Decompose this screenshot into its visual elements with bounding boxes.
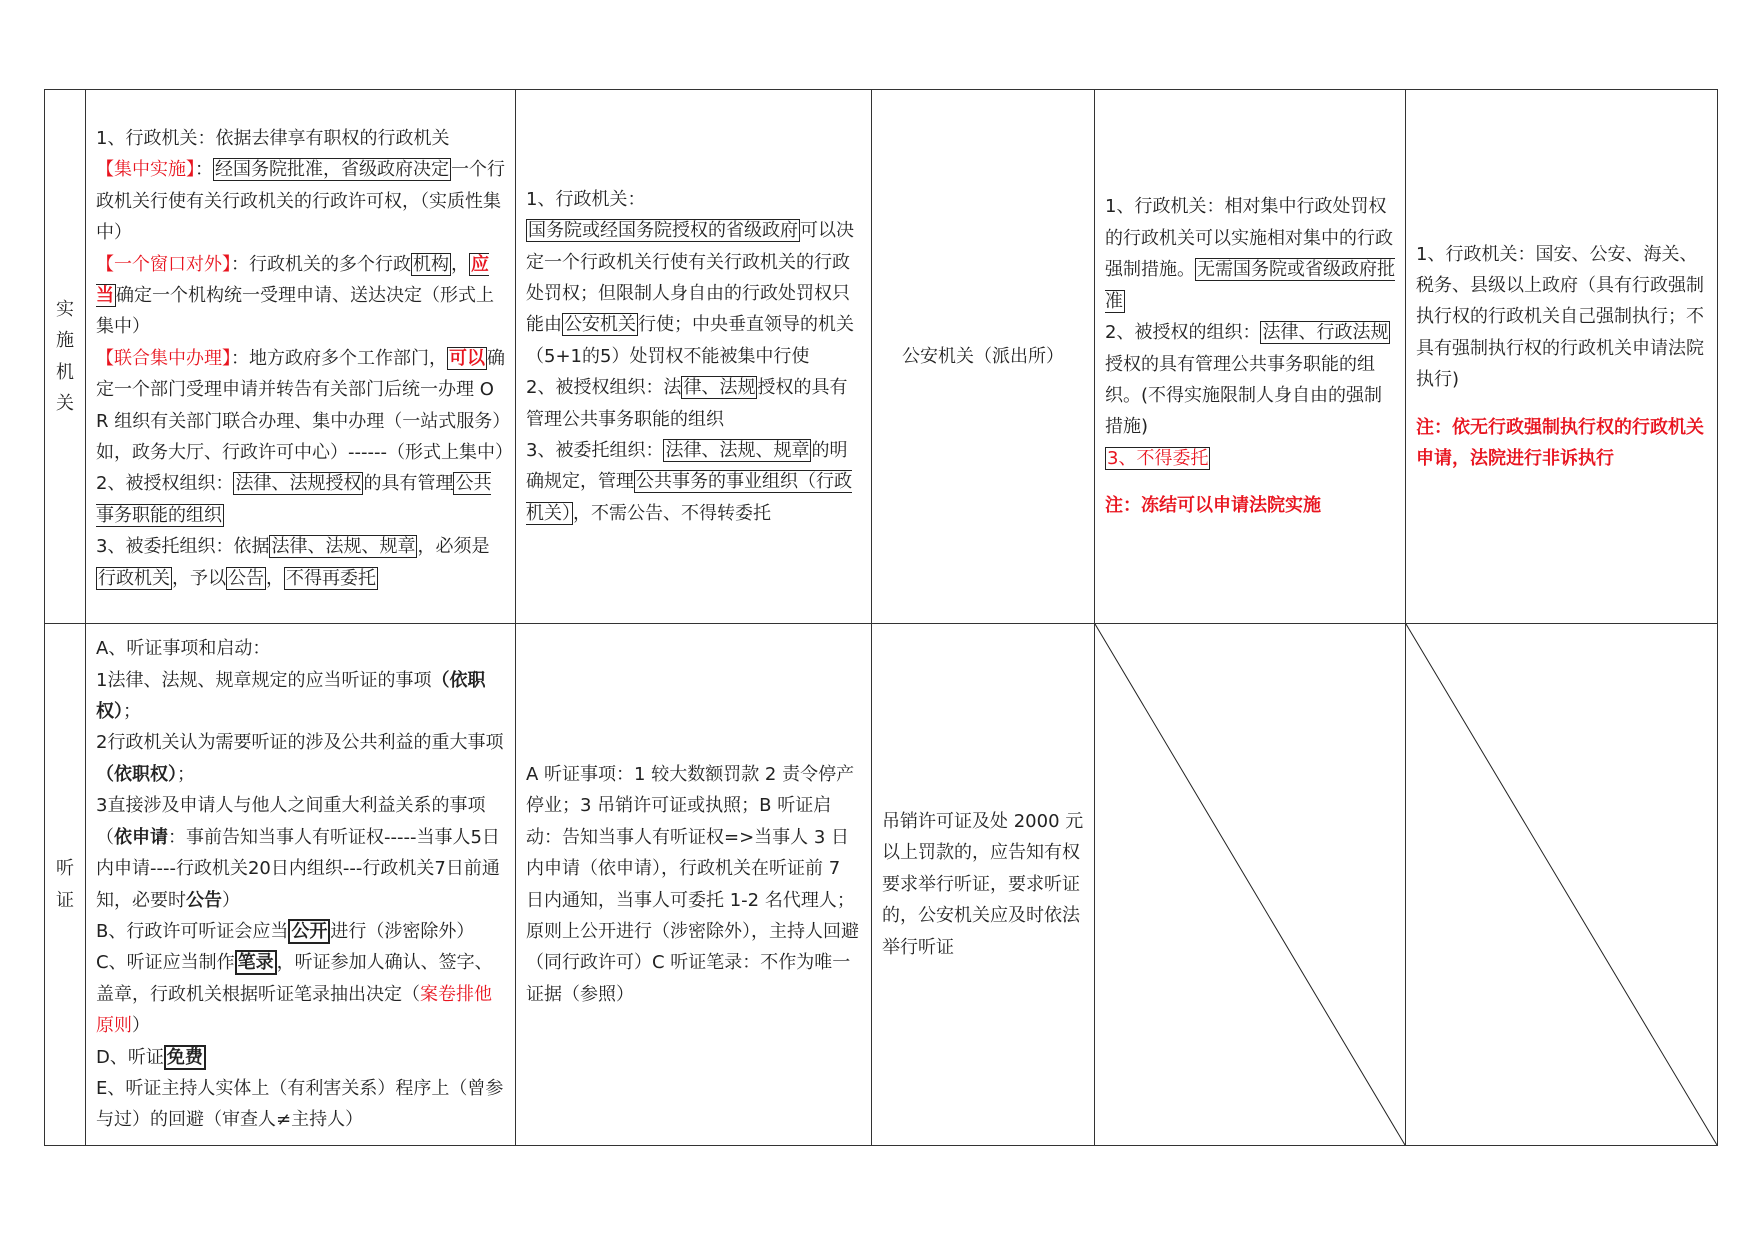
row-header-implementing-organ: 实 施 机 关 (45, 90, 86, 624)
cell-coercive-hearing-na (1095, 624, 1406, 1146)
cell-public-security-organ: 公安机关（派出所） (872, 90, 1095, 624)
penalty-organ-item-1: 1、行政机关： (526, 188, 646, 210)
comparison-table (44, 89, 1718, 1146)
penalty-entrusted-org: 3、被委托组织： 法律、法规、规章 的明确规定，管理 公共事务的事业组织（行政机关） ，不需公告、不得转委托 (526, 440, 852, 524)
row-header-hearing: 听 证 (45, 624, 86, 1146)
license-entrusted-org: 3、被委托组织：依据 法律、法规、规章 ，必须是行政机关 ，予以 公告 ， 不得再委托 (96, 536, 490, 589)
enforcement-note: 注：依无行政强制执行权的行政机关申请，法院进行非诉执行 (1416, 416, 1704, 470)
enforcement-organ-item-1: 1、行政机关：国安、公安、海关、税务、县级以上政府（具有行政强制执行权的行政机关自己强制执行；不具有强制执行权的行政机关申请法院执行) (1416, 243, 1704, 391)
hearing-item-c: C、听证应当制作 笔录 ，听证参加人确认、签字、盖章，行政机关根据听证笔录抽出决定（案卷排他原则） (96, 952, 493, 1037)
cell-license-organ (86, 90, 516, 624)
centralized-implementation: 【集中实施】： 经国务院批准，省级政府决定 一个行政机关行使有关行政机关的行政许可权，（实质性集中） (96, 159, 505, 244)
spacer (1416, 396, 1707, 412)
joint-handling: 【联合集中办理】：地方政府多个工作部门， 可以 确定一个部门受理申请并转告有关部门后统一办理 OR 组织有关部门联合办理、集中办理（一站式服务）如，政务大厅、行政许可中心）------（形式上集中） (96, 347, 513, 464)
coercive-no-entrust: 3、不得委托 (1107, 447, 1209, 469)
penalty-authorized-org: 2、被授权组织：法 律、法规 授权的具有管理公共事务职能的组织 (526, 377, 848, 430)
row-implementing-organ (45, 90, 1718, 624)
hearing-item-2: 2行政机关认为需要听证的涉及公共利益的重大事项（依职权）； (96, 732, 504, 785)
coercive-note: 注：冻结可以申请法院实施 (1105, 495, 1321, 517)
coercive-authorized-org: 2、被授权的组织： 法律、行政法规授权的具有管理公共事务职能的组织。(不得实施限制人身自由的强制措施) (1105, 322, 1389, 438)
hearing-item-3: 3直接涉及申请人与他人之间重大利益关系的事项（依申请：事前告知当事人有听证权-----当事人5日内申请----行政机关20日内组织---行政机关7日前通知，必要时公告） (96, 795, 500, 911)
hearing-item-e: E、听证主持人实体上（有利害关系）程序上（曾参与过）的回避（审查人≠主持人） (96, 1077, 504, 1131)
hearing-item-1: 1法律、法规、规章规定的应当听证的事项（依职权）； (96, 669, 486, 723)
cell-license-hearing (86, 624, 516, 1146)
row-hearing (45, 624, 1718, 1146)
license-authorized-org: 2、被授权组织： 法律、法规授权 的具有管理 公共事务职能的组织 (96, 473, 492, 526)
cell-coercive-measure-organ (1095, 90, 1406, 624)
spacer (1105, 474, 1395, 490)
hearing-item-b: B、行政许可听证会应当 公开 进行（涉密除外） (96, 920, 475, 942)
cell-penalty-hearing: A 听证事项：1 较大数额罚款 2 责令停产停业；3 吊销许可证或执照；B 听证启动：告知当事人有听证权=>当事人 3 日内申请（依申请），行政机关在听证前 7 日内通知，当事人可委托 1-2 名代理人；原则上公开进行（涉密除外），主持人回避（同行政许可）C 听证笔录：不作为唯一证据（参照） (516, 624, 872, 1146)
cell-enforcement-organ (1406, 90, 1718, 624)
coercive-organ-item-1: 1、行政机关：相对集中行政处罚权的行政机关可以实施相对集中的行政强制措施。 无需国务院或省级政府批准 (1105, 196, 1395, 312)
diagonal-strike (1406, 624, 1717, 1145)
cell-penalty-organ (516, 90, 872, 624)
cell-public-security-hearing: 吊销许可证及处 2000 元以上罚款的，应告知有权要求举行听证，要求听证的，公安机关应及时依法举行听证 (872, 624, 1095, 1146)
penalty-organ-detail: 国务院或经国务院授权的省级政府 可以决定一个行政机关行使有关行政机关的行政处罚权；但限制人身自由的行政处罚权只能由 公安机关 行使；中央垂直领导的机关（5+1的5）处罚权不能被集中行使 (526, 220, 854, 367)
cell-enforcement-hearing-na (1406, 624, 1718, 1146)
license-organ-item-1: 1、行政机关：依据去律享有职权的行政机关 (96, 127, 450, 149)
hearing-item-a: A、听证事项和启动： (96, 638, 271, 660)
hearing-item-d: D、听证 免费 (96, 1042, 505, 1073)
diagonal-strike (1095, 624, 1405, 1145)
single-window: 【一个窗口对外】：行政机关的多个行政 机构 ， 应当 确定一个机构统一受理申请、送达决定（形式上集中） (96, 253, 494, 338)
